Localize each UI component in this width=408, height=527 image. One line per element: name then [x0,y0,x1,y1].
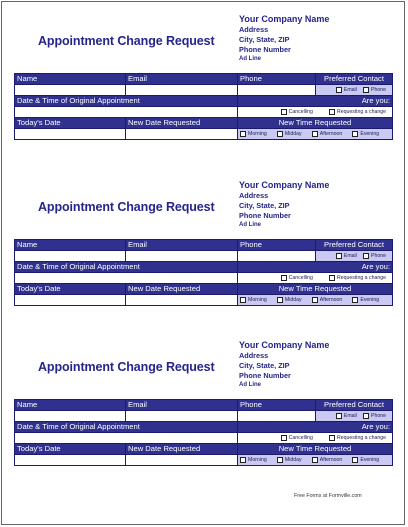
are-you-option-label: Requesting a change [336,109,386,115]
email-field[interactable] [126,85,238,96]
are-you-label: Are you: [238,262,393,273]
new-time-label: New Time Requested [238,284,393,295]
name-label: Name [15,240,126,251]
todays-date-label: Today's Date [15,118,126,129]
input-row-2 [15,107,393,118]
checkbox-icon [312,457,318,463]
company-address: Address [239,25,269,34]
request-table [14,239,393,306]
time-option-evening[interactable] [352,455,379,465]
email-label: Email [126,400,238,411]
name-label: Name [15,400,126,411]
company-phone: Phone Number [239,211,291,220]
todays-date-field[interactable] [15,295,126,306]
preferred-contact-label: Preferred Contact [316,240,393,251]
header-row-3 [15,118,393,129]
new-date-label: New Date Requested [126,444,238,455]
are-you-option-label: Requesting a change [336,435,386,441]
phone-label: Phone [238,400,316,411]
time-option-morning[interactable] [240,129,267,139]
input-row-3 [15,455,393,466]
checkbox-icon [363,253,369,259]
original-appointment-field[interactable] [15,107,238,118]
company-ad-line: Ad Line [239,382,261,388]
new-time-options [238,295,393,306]
phone-label: Phone [238,240,316,251]
time-option-label: Midday [284,297,302,303]
header-row-3 [15,444,393,455]
checkbox-icon [329,109,335,115]
company-address: Address [239,191,269,200]
original-appointment-label: Date & Time of Original Appointment [15,96,238,107]
are-you-option-requesting-change[interactable] [329,273,386,283]
time-option-morning[interactable] [240,455,267,465]
are-you-option-label: Requesting a change [336,275,386,281]
time-option-label: Evening [360,297,380,303]
new-date-field[interactable] [126,295,238,306]
are-you-options [238,273,393,284]
company-name: Your Company Name [239,340,330,350]
todays-date-label: Today's Date [15,284,126,295]
header-row-2 [15,262,393,273]
phone-field[interactable] [238,411,316,422]
checkbox-icon [281,109,287,115]
contact-option-email[interactable] [336,85,357,95]
todays-date-label: Today's Date [15,444,126,455]
header-row-2 [15,96,393,107]
are-you-option-requesting-change[interactable] [329,433,386,443]
checkbox-icon [329,435,335,441]
input-row-1 [15,251,393,262]
contact-option-label: Phone [370,87,386,93]
input-row-1 [15,411,393,422]
phone-field[interactable] [238,251,316,262]
checkbox-icon [281,275,287,281]
company-name: Your Company Name [239,180,330,190]
checkbox-icon [336,253,342,259]
checkbox-icon [281,435,287,441]
contact-option-phone[interactable] [363,411,386,421]
company-address: Address [239,351,269,360]
name-field[interactable] [15,251,126,262]
time-option-label: Midday [284,457,302,463]
time-option-label: Afternoon [319,297,343,303]
time-option-label: Afternoon [319,457,343,463]
email-label: Email [126,240,238,251]
header-row-1 [15,400,393,411]
checkbox-icon [352,131,358,137]
contact-option-email[interactable] [336,411,357,421]
appointment-form [14,340,392,480]
original-appointment-field[interactable] [15,273,238,284]
checkbox-icon [363,87,369,93]
are-you-option-cancelling[interactable] [281,273,313,283]
header-row-3 [15,284,393,295]
are-you-option-cancelling[interactable] [281,107,313,117]
preferred-contact-options [316,85,393,96]
checkbox-icon [329,275,335,281]
name-field[interactable] [15,85,126,96]
new-date-field[interactable] [126,129,238,140]
contact-option-label: Phone [370,253,386,259]
are-you-label: Are you: [238,96,393,107]
form-title: Appointment Change Request [38,200,215,214]
company-block [239,180,329,230]
request-table [14,73,393,140]
name-field[interactable] [15,411,126,422]
checkbox-icon [277,457,283,463]
are-you-option-label: Cancelling [288,435,313,441]
preferred-contact-label: Preferred Contact [316,74,393,85]
company-name: Your Company Name [239,14,330,24]
appointment-form [14,180,392,320]
form-title: Appointment Change Request [38,34,215,48]
contact-option-phone[interactable] [363,85,386,95]
original-appointment-label: Date & Time of Original Appointment [15,262,238,273]
time-option-midday[interactable] [277,295,302,305]
company-phone: Phone Number [239,371,291,380]
request-table [14,399,393,466]
new-time-label: New Time Requested [238,118,393,129]
header-row-1 [15,240,393,251]
time-option-afternoon[interactable] [312,129,343,139]
input-row-3 [15,129,393,140]
preferred-contact-options [316,251,393,262]
form-title: Appointment Change Request [38,360,215,374]
time-option-label: Morning [248,131,267,137]
checkbox-icon [312,131,318,137]
time-option-label: Evening [360,131,380,137]
contact-option-phone[interactable] [363,251,386,261]
time-option-label: Midday [284,131,302,137]
time-option-label: Afternoon [319,131,343,137]
new-time-options [238,129,393,140]
contact-option-label: Email [343,87,357,93]
header-row-2 [15,422,393,433]
checkbox-icon [240,297,246,303]
company-city: City, State, ZIP [239,35,290,44]
are-you-label: Are you: [238,422,393,433]
preferred-contact-options [316,411,393,422]
checkbox-icon [240,131,246,137]
input-row-1 [15,85,393,96]
appointment-form [14,14,392,154]
checkbox-icon [352,457,358,463]
original-appointment-field[interactable] [15,433,238,444]
phone-field[interactable] [238,85,316,96]
company-phone: Phone Number [239,45,291,54]
new-time-options [238,455,393,466]
phone-label: Phone [238,74,316,85]
company-city: City, State, ZIP [239,201,290,210]
new-date-field[interactable] [126,455,238,466]
time-option-evening[interactable] [352,295,379,305]
company-city: City, State, ZIP [239,361,290,370]
checkbox-icon [336,413,342,419]
new-date-label: New Date Requested [126,284,238,295]
new-time-label: New Time Requested [238,444,393,455]
original-appointment-label: Date & Time of Original Appointment [15,422,238,433]
checkbox-icon [240,457,246,463]
checkbox-icon [363,413,369,419]
time-option-label: Evening [360,457,380,463]
time-option-afternoon[interactable] [312,295,343,305]
checkbox-icon [352,297,358,303]
checkbox-icon [312,297,318,303]
time-option-morning[interactable] [240,295,267,305]
are-you-options [238,107,393,118]
contact-option-label: Phone [370,413,386,419]
time-option-label: Morning [248,457,267,463]
time-option-afternoon[interactable] [312,455,343,465]
new-date-label: New Date Requested [126,118,238,129]
checkbox-icon [277,297,283,303]
name-label: Name [15,74,126,85]
input-row-2 [15,433,393,444]
header-row-1 [15,74,393,85]
company-ad-line: Ad Line [239,56,261,62]
email-field[interactable] [126,251,238,262]
time-option-label: Morning [248,297,267,303]
time-option-evening[interactable] [352,129,379,139]
company-block [239,340,329,390]
email-label: Email [126,74,238,85]
time-option-midday[interactable] [277,129,302,139]
todays-date-field[interactable] [15,129,126,140]
todays-date-field[interactable] [15,455,126,466]
input-row-3 [15,295,393,306]
checkbox-icon [336,87,342,93]
are-you-option-requesting-change[interactable] [329,107,386,117]
are-you-options [238,433,393,444]
are-you-option-label: Cancelling [288,109,313,115]
checkbox-icon [277,131,283,137]
contact-option-email[interactable] [336,251,357,261]
company-ad-line: Ad Line [239,222,261,228]
are-you-option-cancelling[interactable] [281,433,313,443]
email-field[interactable] [126,411,238,422]
are-you-option-label: Cancelling [288,275,313,281]
input-row-2 [15,273,393,284]
time-option-midday[interactable] [277,455,302,465]
company-block [239,14,329,64]
preferred-contact-label: Preferred Contact [316,400,393,411]
contact-option-label: Email [343,253,357,259]
contact-option-label: Email [343,413,357,419]
footer-credit: Free Forms at Formville.com [294,493,362,499]
